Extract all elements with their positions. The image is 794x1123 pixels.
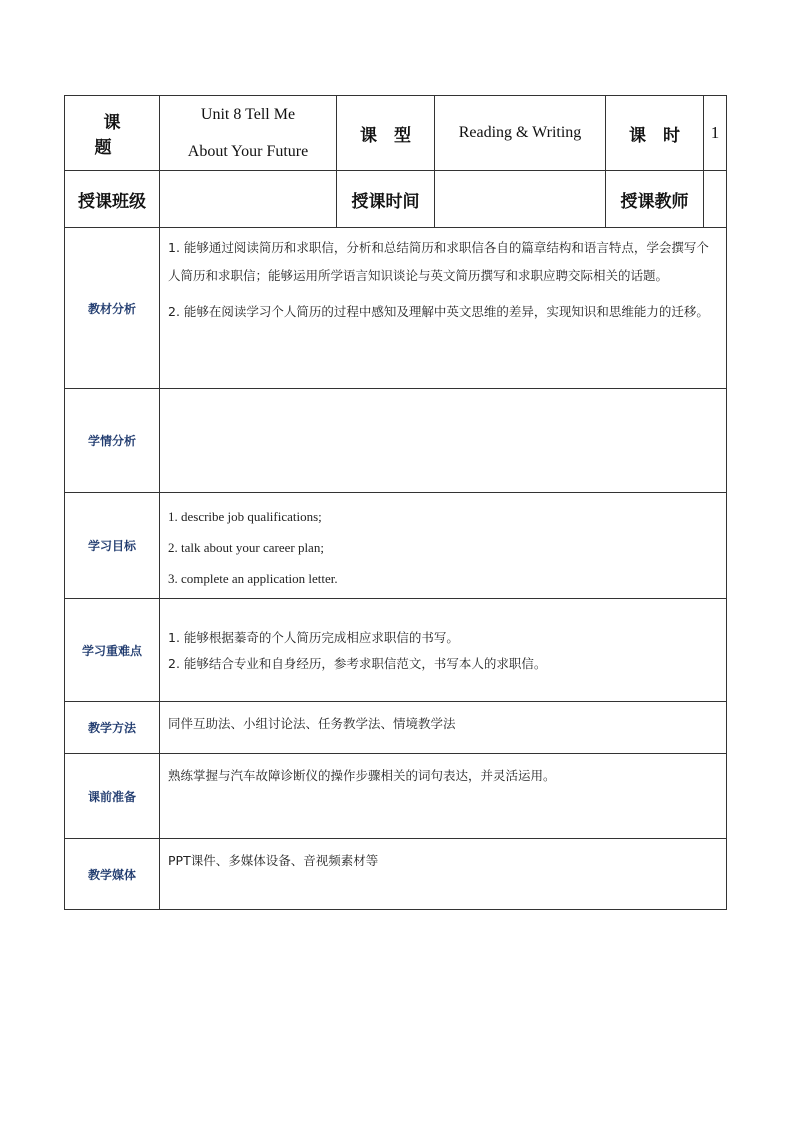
objectives-content [160,493,727,599]
objective-item: 1. describe job qualifications; [168,509,322,524]
learner-analysis-label: 学情分析 [65,389,160,493]
key-points-row [65,599,727,702]
time-value [435,171,606,228]
teacher-label: 授课教师 [606,171,704,228]
material-analysis-row [65,228,727,389]
type-label: 课 型 [337,96,435,171]
media-row [65,839,727,910]
key-point-item: 2. 能够结合专业和自身经历，参考求职信范文，书写本人的求职信。 [168,656,547,671]
material-analysis-label: 教材分析 [65,228,160,389]
media-label: 教学媒体 [65,839,160,910]
objectives-row [65,493,727,599]
media-content: PPT课件、多媒体设备、音视频素材等 [160,839,727,910]
header-row-1 [65,96,727,171]
teacher-value [704,171,727,228]
topic-line-2: About Your Future [187,143,309,160]
objective-item: 3. complete an application letter. [168,571,338,586]
key-points-label: 学习重难点 [65,599,160,702]
period-label: 课 时 [606,96,704,171]
material-analysis-content [160,228,727,389]
objectives-label: 学习目标 [65,493,160,599]
lesson-plan-table [64,95,727,910]
methods-label: 教学方法 [65,702,160,754]
key-point-item: 1. 能够根据蓁奇的个人简历完成相应求职信的书写。 [168,630,459,645]
class-label: 授课班级 [65,171,160,228]
learner-analysis-row [65,389,727,493]
class-value [160,171,337,228]
preparation-label: 课前准备 [65,754,160,839]
topic-value [160,96,337,171]
methods-row [65,702,727,754]
header-row-2 [65,171,727,228]
topic-label: 课 题 [65,96,160,171]
type-value: Reading & Writing [435,96,606,171]
material-analysis-item: 1. 能够通过阅读简历和求职信，分析和总结简历和求职信各自的篇章结构和语言特点，学会撰写个人简历和求职信；能够运用所学语言知识谈论与英文简历撰写和求职应聘交际相关的话题。 [168,240,709,283]
time-label: 授课时间 [337,171,435,228]
learner-analysis-content [160,389,727,493]
methods-content: 同伴互助法、小组讨论法、任务教学法、情境教学法 [160,702,727,754]
material-analysis-item: 2. 能够在阅读学习个人简历的过程中感知及理解中英文思维的差异，实现知识和思维能力的迁移。 [168,304,709,319]
key-points-content [160,599,727,702]
objective-item: 2. talk about your career plan; [168,540,324,555]
period-value: 1 [704,96,727,171]
preparation-row [65,754,727,839]
topic-line-1: Unit 8 Tell Me [200,106,296,123]
preparation-content: 熟练掌握与汽车故障诊断仪的操作步骤相关的词句表达，并灵活运用。 [160,754,727,839]
